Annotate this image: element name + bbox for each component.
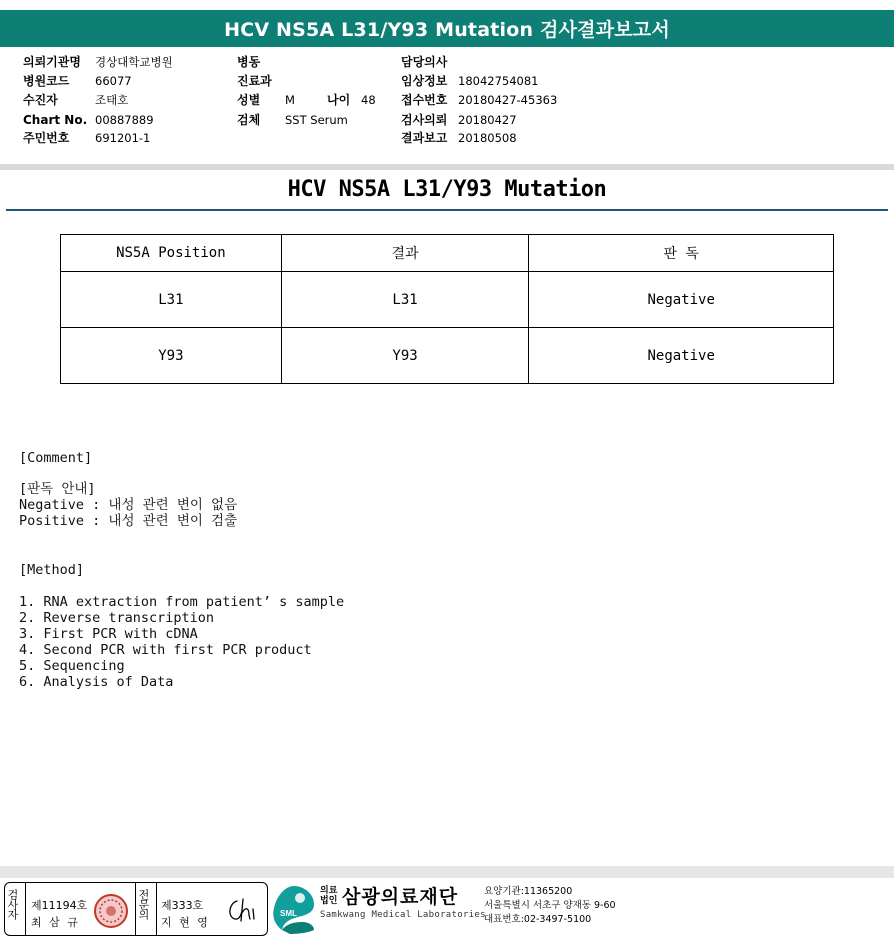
table-header-position: NS5A Position <box>61 235 282 272</box>
examiner-label: 검사자 <box>6 889 19 919</box>
table-cell: Negative <box>529 328 834 384</box>
info-report-date: 결과보고 20180508 <box>401 131 517 145</box>
info-sex-age: 성별 M 나이 48 <box>237 93 376 107</box>
info-ward: 병동 <box>237 55 261 69</box>
comment-heading: [Comment] <box>19 450 93 466</box>
table-cell: L31 <box>281 272 529 328</box>
org-address: 서울특별시 서초구 양재동 9-60 <box>484 900 616 911</box>
info-chart-no: Chart No. 00887889 <box>23 113 154 127</box>
table-cell: L31 <box>61 272 282 328</box>
table-row <box>61 272 834 328</box>
info-hospital: 의뢰기관명 경상대학교병원 <box>23 55 173 69</box>
signature-divider <box>135 883 136 935</box>
info-hospital-code: 병원코드 66077 <box>23 74 132 88</box>
examiner-name: 최 삼 규 <box>31 916 80 929</box>
info-clinical: 임상정보 18042754081 <box>401 74 539 88</box>
info-receipt-no: 접수번호 20180427-45363 <box>401 93 558 107</box>
method-line: 2. Reverse transcription <box>19 610 215 626</box>
method-line: 1. RNA extraction from patient’ s sample <box>19 594 345 610</box>
info-doctor: 담당의사 <box>401 55 448 69</box>
method-line: 4. Second PCR with first PCR product <box>19 642 312 658</box>
info-specimen: 검체 SST Serum <box>237 113 348 127</box>
org-type: 의료법인 <box>320 886 338 906</box>
method-line: 3. First PCR with cDNA <box>19 626 198 642</box>
method-line: 5. Sequencing <box>19 658 125 674</box>
table-header-interpretation: 판 독 <box>529 235 834 272</box>
report-banner <box>0 10 894 47</box>
patient-info <box>0 47 894 165</box>
org-phone: 대표번호:02-3497-5100 <box>484 914 592 925</box>
info-patient-name: 수진자 조태호 <box>23 93 129 107</box>
org-english-name: Samkwang Medical Laboratories <box>320 910 486 920</box>
table-header-result: 결과 <box>281 235 529 272</box>
report-banner-title: HCV NS5A L31/Y93 Mutation 검사결과보고서 <box>224 19 670 41</box>
info-request-date: 검사의뢰 20180427 <box>401 113 517 127</box>
reviewer-name: 지 현 영 <box>161 916 210 929</box>
header-divider <box>0 164 894 170</box>
signature-box <box>4 882 268 936</box>
sml-logo <box>270 884 318 934</box>
report-title: HCV NS5A L31/Y93 Mutation <box>287 177 607 202</box>
guide-line: Positive : 내성 관련 변이 검출 <box>19 513 238 529</box>
guide-heading: [판독 안내] <box>19 481 96 497</box>
guide-line: Negative : 내성 관련 변이 없음 <box>19 497 238 513</box>
reviewer-label: 전문의 <box>137 889 150 919</box>
org-name: 삼광의료재단 <box>342 886 459 908</box>
org-code: 요양기관:11365200 <box>484 886 573 897</box>
footer-divider <box>0 866 894 878</box>
result-table <box>60 234 834 384</box>
reviewer-license: 제333호 <box>161 899 204 912</box>
handwritten-signature <box>223 895 263 925</box>
table-row <box>61 328 834 384</box>
signature-divider <box>25 883 26 935</box>
seal-stamp <box>93 893 129 929</box>
table-cell: Y93 <box>61 328 282 384</box>
title-rule <box>6 209 888 211</box>
method-heading: [Method] <box>19 562 85 578</box>
org-contact <box>484 885 616 927</box>
signature-divider <box>156 883 157 935</box>
table-cell: Negative <box>529 272 834 328</box>
table-header-row <box>61 235 834 272</box>
table-cell: Y93 <box>281 328 529 384</box>
method-line: 6. Analysis of Data <box>19 674 174 690</box>
info-resident-no: 주민번호 691201-1 <box>23 131 151 145</box>
examiner-license: 제11194호 <box>31 899 88 912</box>
logo-text: SML <box>280 909 297 918</box>
info-dept: 진료과 <box>237 74 272 88</box>
